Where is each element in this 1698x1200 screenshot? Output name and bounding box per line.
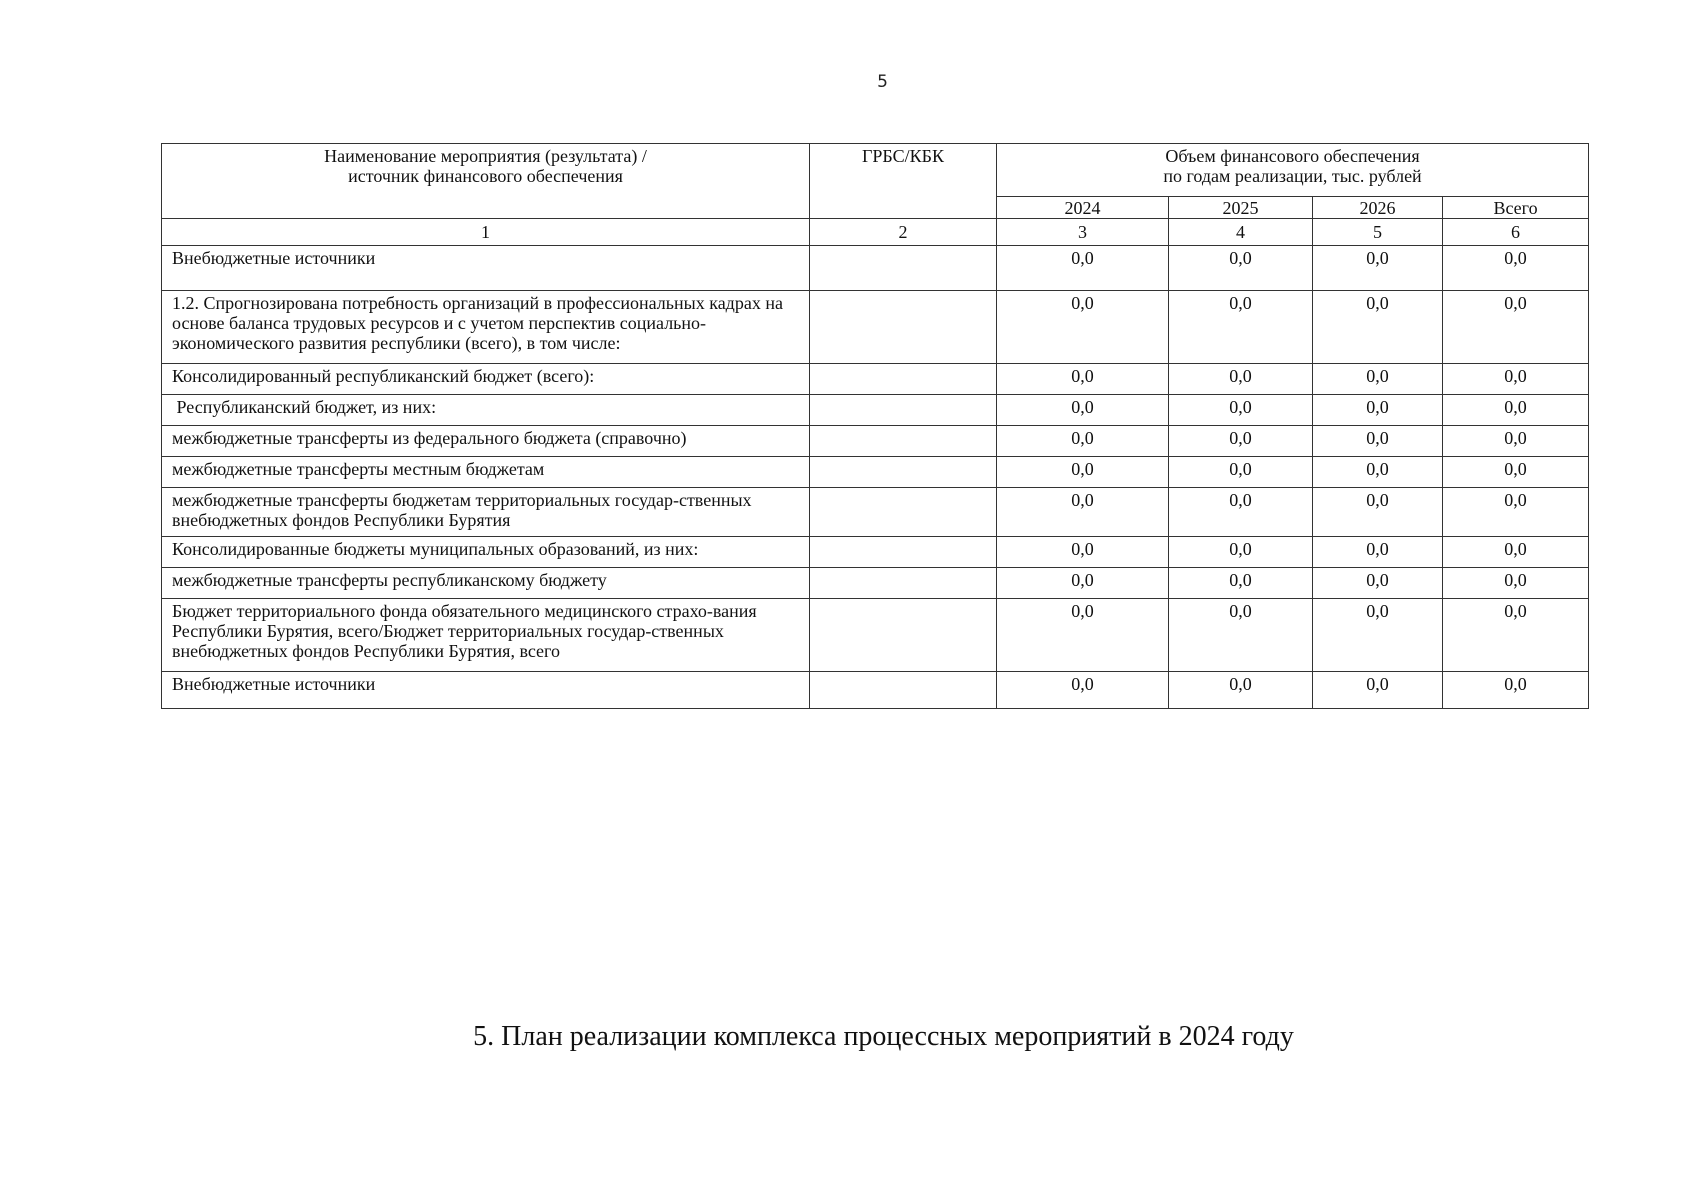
row-value-2024: 0,0 <box>997 364 1169 395</box>
table-row <box>162 672 1589 709</box>
row-value-2025: 0,0 <box>1169 599 1313 672</box>
row-value-total: 0,0 <box>1443 537 1589 568</box>
row-value-2026: 0,0 <box>1313 599 1443 672</box>
row-value-total: 0,0 <box>1443 599 1589 672</box>
row-name: межбюджетные трансферты бюджетам территориальных государ-ственных внебюджетных фондов Республики Бурятия <box>162 488 810 537</box>
index-cell: 3 <box>997 219 1169 246</box>
row-value-2025: 0,0 <box>1169 672 1313 709</box>
row-value-2026: 0,0 <box>1313 457 1443 488</box>
row-grbs <box>810 426 997 457</box>
header-finance-column: Объем финансового обеспечения по годам реализации, тыс. рублей <box>997 144 1589 197</box>
row-name: 1.2. Спрогнозирована потребность организаций в профессиональных кадрах на основе баланса трудовых ресурсов и с учетом перспектив социально-экономического развития республики (всего), в том числе: <box>162 291 810 364</box>
row-grbs <box>810 672 997 709</box>
row-value-total: 0,0 <box>1443 568 1589 599</box>
row-name: Внебюджетные источники <box>162 246 810 291</box>
row-value-2024: 0,0 <box>997 426 1169 457</box>
section-title: 5. План реализации комплекса процессных мероприятий в 2024 году <box>473 1021 1294 1052</box>
row-value-2024: 0,0 <box>997 291 1169 364</box>
row-value-2026: 0,0 <box>1313 537 1443 568</box>
row-grbs <box>810 568 997 599</box>
index-cell: 5 <box>1313 219 1443 246</box>
row-value-total: 0,0 <box>1443 457 1589 488</box>
index-cell: 2 <box>810 219 997 246</box>
row-value-2024: 0,0 <box>997 672 1169 709</box>
row-value-2026: 0,0 <box>1313 291 1443 364</box>
row-value-total: 0,0 <box>1443 395 1589 426</box>
row-value-2024: 0,0 <box>997 395 1169 426</box>
row-value-2025: 0,0 <box>1169 291 1313 364</box>
row-value-2025: 0,0 <box>1169 246 1313 291</box>
row-value-2026: 0,0 <box>1313 246 1443 291</box>
row-grbs <box>810 599 997 672</box>
table-row <box>162 488 1589 537</box>
row-name: Консолидированный республиканский бюджет (всего): <box>162 364 810 395</box>
row-value-2025: 0,0 <box>1169 488 1313 537</box>
row-value-2024: 0,0 <box>997 246 1169 291</box>
header-total: Всего <box>1443 197 1589 219</box>
row-grbs <box>810 291 997 364</box>
row-name: Республиканский бюджет, из них: <box>162 395 810 426</box>
row-value-2026: 0,0 <box>1313 488 1443 537</box>
index-cell: 6 <box>1443 219 1589 246</box>
table-row <box>162 599 1589 672</box>
row-value-2026: 0,0 <box>1313 672 1443 709</box>
row-value-2024: 0,0 <box>997 537 1169 568</box>
row-grbs <box>810 488 997 537</box>
header-year-2024: 2024 <box>997 197 1169 219</box>
row-name: Консолидированные бюджеты муниципальных образований, из них: <box>162 537 810 568</box>
row-value-2025: 0,0 <box>1169 395 1313 426</box>
row-value-total: 0,0 <box>1443 291 1589 364</box>
table-row <box>162 537 1589 568</box>
row-value-total: 0,0 <box>1443 364 1589 395</box>
row-value-2025: 0,0 <box>1169 537 1313 568</box>
row-value-2025: 0,0 <box>1169 364 1313 395</box>
index-cell: 4 <box>1169 219 1313 246</box>
index-cell: 1 <box>162 219 810 246</box>
row-value-2026: 0,0 <box>1313 426 1443 457</box>
row-value-2026: 0,0 <box>1313 395 1443 426</box>
header-year-2026: 2026 <box>1313 197 1443 219</box>
row-value-total: 0,0 <box>1443 426 1589 457</box>
row-grbs <box>810 395 997 426</box>
row-value-2025: 0,0 <box>1169 457 1313 488</box>
table-row <box>162 568 1589 599</box>
header-name-column: Наименование мероприятия (результата) / источник финансового обеспечения <box>162 144 810 219</box>
row-name: межбюджетные трансферты республиканскому бюджету <box>162 568 810 599</box>
row-name: Внебюджетные источники <box>162 672 810 709</box>
table-row <box>162 426 1589 457</box>
row-name: межбюджетные трансферты из федерального бюджета (справочно) <box>162 426 810 457</box>
header-year-2025: 2025 <box>1169 197 1313 219</box>
row-value-2024: 0,0 <box>997 457 1169 488</box>
row-value-2024: 0,0 <box>997 568 1169 599</box>
row-value-total: 0,0 <box>1443 488 1589 537</box>
row-grbs <box>810 457 997 488</box>
table-row <box>162 291 1589 364</box>
row-value-total: 0,0 <box>1443 672 1589 709</box>
row-name: межбюджетные трансферты местным бюджетам <box>162 457 810 488</box>
table-row <box>162 364 1589 395</box>
column-index-row <box>162 219 1589 246</box>
row-value-2025: 0,0 <box>1169 426 1313 457</box>
row-grbs <box>810 537 997 568</box>
table-row <box>162 395 1589 426</box>
table-row <box>162 246 1589 291</box>
row-grbs <box>810 246 997 291</box>
row-value-2025: 0,0 <box>1169 568 1313 599</box>
row-value-2026: 0,0 <box>1313 568 1443 599</box>
table-row <box>162 457 1589 488</box>
row-value-2026: 0,0 <box>1313 364 1443 395</box>
row-grbs <box>810 364 997 395</box>
financing-table <box>161 143 1589 709</box>
row-name: Бюджет территориального фонда обязательного медицинского страхо-вания Республики Бурятия, всего/Бюджет территориальных государ-ственных внебюджетных фондов Республики Бурятия, всего <box>162 599 810 672</box>
row-value-total: 0,0 <box>1443 246 1589 291</box>
page-number: 5 <box>877 72 888 92</box>
row-value-2024: 0,0 <box>997 599 1169 672</box>
row-value-2024: 0,0 <box>997 488 1169 537</box>
header-grbs-column: ГРБС/КБК <box>810 144 997 219</box>
